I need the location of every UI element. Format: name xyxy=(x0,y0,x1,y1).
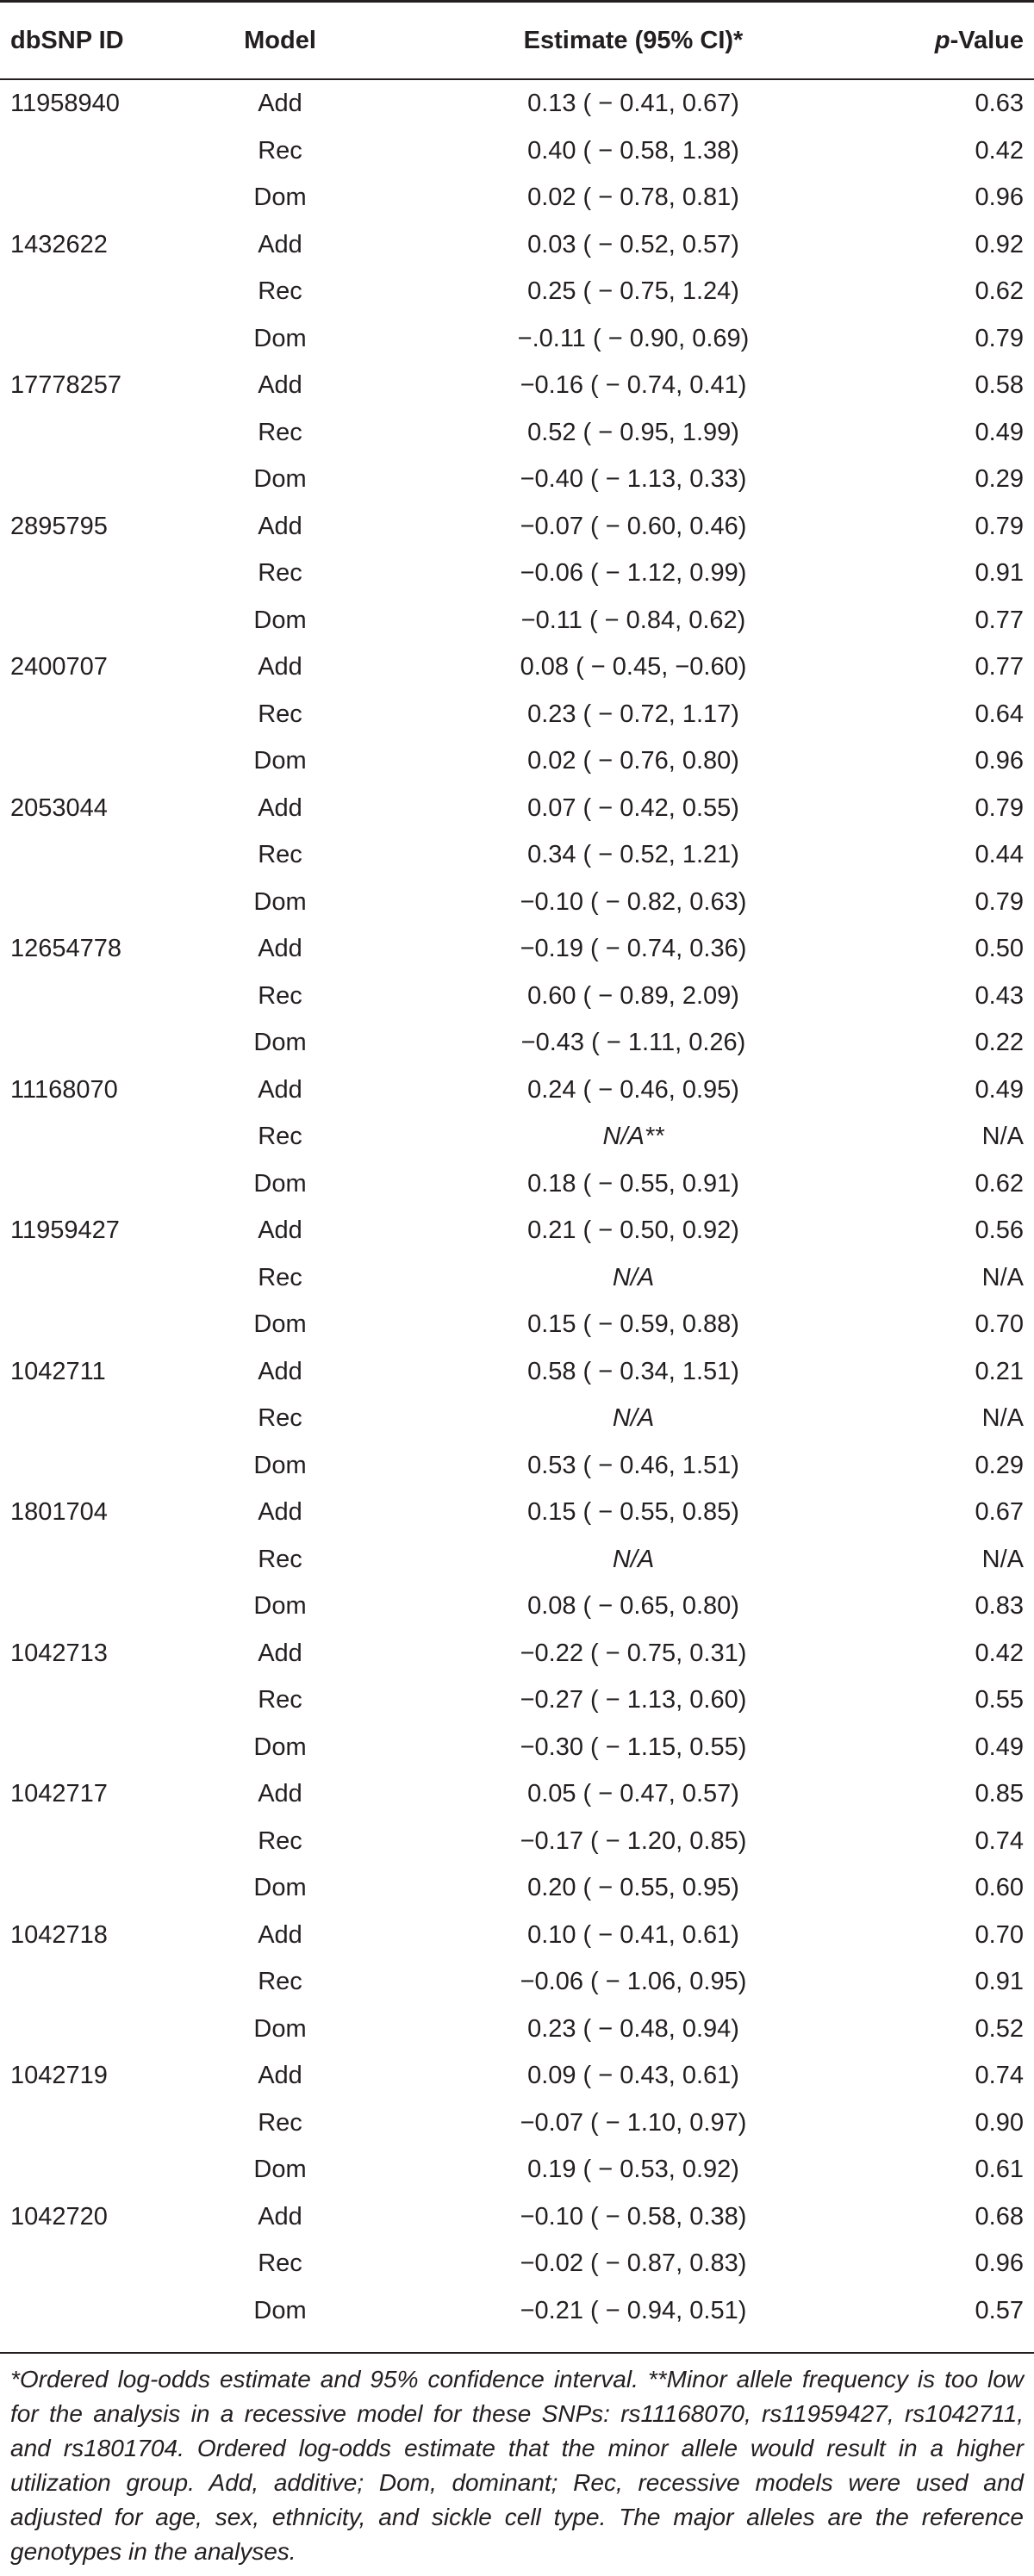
table-row xyxy=(0,174,1034,221)
cell-p-value: 0.60 xyxy=(975,1874,1024,1901)
cell-model: Rec xyxy=(258,1545,302,1573)
cell-estimate: −0.16 ( − 0.74, 0.41) xyxy=(520,371,747,399)
cell-p-value: 0.70 xyxy=(975,1920,1024,1949)
cell-estimate: N/A** xyxy=(602,1123,664,1150)
cell-dbsnp-id: 1042717 xyxy=(10,1780,108,1808)
cell-estimate: −0.27 ( − 1.13, 0.60) xyxy=(520,1686,747,1714)
table-row xyxy=(0,879,1034,926)
cell-estimate: −0.10 ( − 0.82, 0.63) xyxy=(520,887,747,916)
cell-model: Add xyxy=(258,1075,302,1104)
table-row xyxy=(0,550,1034,597)
cell-model: Rec xyxy=(258,559,302,587)
cell-p-value: N/A xyxy=(981,1404,1024,1432)
cell-model: Add xyxy=(258,1498,302,1526)
cell-p-value: 0.61 xyxy=(975,2156,1024,2183)
cell-p-value: 0.96 xyxy=(975,747,1024,775)
cell-model: Dom xyxy=(253,606,307,634)
table-row xyxy=(0,1395,1034,1442)
cell-estimate: 0.25 ( − 0.75, 1.24) xyxy=(527,277,739,305)
cell-p-value: 0.57 xyxy=(975,2296,1024,2324)
cell-estimate: 0.23 ( − 0.72, 1.17) xyxy=(527,700,739,728)
cell-model: Rec xyxy=(258,1686,302,1714)
cell-estimate: −0.17 ( − 1.20, 0.85) xyxy=(520,1826,747,1855)
cell-p-value: 0.96 xyxy=(975,2249,1024,2277)
table-row xyxy=(0,2052,1034,2100)
cell-estimate: −0.07 ( − 1.10, 0.97) xyxy=(520,2108,747,2137)
cell-estimate: −0.10 ( − 0.58, 0.38) xyxy=(520,2202,747,2231)
cell-model: Dom xyxy=(253,465,307,493)
cell-estimate: 0.21 ( − 0.50, 0.92) xyxy=(527,1216,739,1244)
cell-p-value: 0.50 xyxy=(975,935,1024,962)
cell-model: Add xyxy=(258,1920,302,1949)
cell-dbsnp-id: 11959427 xyxy=(10,1216,120,1244)
cell-p-value: 0.29 xyxy=(975,1451,1024,1479)
cell-model: Rec xyxy=(258,1123,302,1150)
cell-estimate: 0.02 ( − 0.78, 0.81) xyxy=(527,184,739,211)
cell-estimate: −0.21 ( − 0.94, 0.51) xyxy=(520,2296,747,2324)
table-body xyxy=(0,80,1034,2334)
cell-p-value: 0.91 xyxy=(975,1968,1024,1995)
table-row xyxy=(0,1254,1034,1302)
cell-estimate: 0.10 ( − 0.41, 0.61) xyxy=(527,1920,739,1949)
table-row xyxy=(0,2240,1034,2287)
cell-estimate: 0.09 ( − 0.43, 0.61) xyxy=(527,2062,739,2089)
cell-model: Dom xyxy=(253,747,307,775)
header-dbsnp-id: dbSNP ID xyxy=(10,27,124,54)
table-row xyxy=(0,2100,1034,2147)
cell-p-value: 0.70 xyxy=(975,1310,1024,1338)
cell-estimate: 0.20 ( − 0.55, 0.95) xyxy=(527,1874,739,1901)
cell-p-value: 0.21 xyxy=(975,1357,1024,1385)
cell-model: Rec xyxy=(258,1404,302,1432)
table-row xyxy=(0,1160,1034,1208)
cell-dbsnp-id: 1042718 xyxy=(10,1920,108,1949)
cell-p-value: 0.43 xyxy=(975,981,1024,1010)
cell-p-value: 0.79 xyxy=(975,793,1024,822)
cell-model: Add xyxy=(258,230,302,258)
header-model: Model xyxy=(244,27,316,54)
cell-estimate: 0.23 ( − 0.48, 0.94) xyxy=(527,2014,739,2043)
cell-p-value: 0.49 xyxy=(975,1733,1024,1761)
cell-p-value: 0.74 xyxy=(975,1826,1024,1855)
cell-p-value: 0.22 xyxy=(975,1029,1024,1056)
table-row xyxy=(0,2287,1034,2335)
cell-p-value: 0.68 xyxy=(975,2202,1024,2231)
header-p-rest: -Value xyxy=(950,27,1024,54)
cell-model: Rec xyxy=(258,136,302,165)
table-row xyxy=(0,1348,1034,1396)
cell-p-value: 0.91 xyxy=(975,559,1024,587)
cell-estimate: −0.19 ( − 0.74, 0.36) xyxy=(520,935,747,962)
cell-estimate: 0.15 ( − 0.59, 0.88) xyxy=(527,1310,739,1338)
cell-model: Add xyxy=(258,512,302,540)
cell-dbsnp-id: 1432622 xyxy=(10,230,108,258)
table-row xyxy=(0,1301,1034,1348)
cell-p-value: 0.77 xyxy=(975,606,1024,634)
table-row xyxy=(0,1724,1034,1771)
cell-model: Rec xyxy=(258,981,302,1010)
cell-model: Dom xyxy=(253,1592,307,1620)
cell-estimate: 0.40 ( − 0.58, 1.38) xyxy=(527,136,739,165)
cell-p-value: 0.44 xyxy=(975,841,1024,868)
cell-model: Add xyxy=(258,2062,302,2089)
header-p-italic: p xyxy=(934,27,950,54)
table-row xyxy=(0,1207,1034,1254)
cell-estimate: 0.19 ( − 0.53, 0.92) xyxy=(527,2156,739,2183)
cell-model: Rec xyxy=(258,1826,302,1855)
table-row xyxy=(0,503,1034,551)
table-row xyxy=(0,1583,1034,1630)
header-estimate: Estimate (95% CI)* xyxy=(523,27,744,54)
cell-model: Rec xyxy=(258,2108,302,2137)
cell-estimate: 0.58 ( − 0.34, 1.51) xyxy=(527,1357,739,1385)
cell-dbsnp-id: 1042713 xyxy=(10,1639,108,1667)
cell-estimate: N/A xyxy=(612,1263,655,1291)
cell-model: Rec xyxy=(258,277,302,305)
table-row xyxy=(0,2193,1034,2241)
cell-dbsnp-id: 12654778 xyxy=(10,935,122,962)
cell-estimate: 0.03 ( − 0.52, 0.57) xyxy=(527,230,739,258)
table-row xyxy=(0,456,1034,503)
cell-estimate: −0.07 ( − 0.60, 0.46) xyxy=(520,512,747,540)
cell-p-value: 0.55 xyxy=(975,1686,1024,1714)
table-row xyxy=(0,2146,1034,2193)
cell-dbsnp-id: 1042720 xyxy=(10,2202,108,2231)
table-row xyxy=(0,362,1034,409)
cell-estimate: 0.07 ( − 0.42, 0.55) xyxy=(527,793,739,822)
cell-estimate: 0.05 ( − 0.47, 0.57) xyxy=(527,1780,739,1808)
cell-model: Add xyxy=(258,371,302,399)
cell-model: Add xyxy=(258,90,302,117)
table-header-row xyxy=(0,3,1034,78)
cell-model: Add xyxy=(258,1357,302,1385)
cell-p-value: 0.83 xyxy=(975,1592,1024,1620)
cell-estimate: −0.11 ( − 0.84, 0.62) xyxy=(520,606,746,634)
cell-model: Rec xyxy=(258,700,302,728)
cell-p-value: 0.49 xyxy=(975,1075,1024,1104)
cell-dbsnp-id: 2895795 xyxy=(10,512,108,540)
cell-p-value: 0.42 xyxy=(975,1639,1024,1667)
cell-model: Dom xyxy=(253,1169,307,1198)
cell-estimate: 0.52 ( − 0.95, 1.99) xyxy=(527,418,739,446)
cell-p-value: N/A xyxy=(981,1263,1024,1291)
table-row xyxy=(0,2006,1034,2053)
cell-model: Add xyxy=(258,2202,302,2231)
cell-model: Dom xyxy=(253,1874,307,1901)
cell-model: Add xyxy=(258,793,302,822)
cell-model: Rec xyxy=(258,418,302,446)
table-row xyxy=(0,1912,1034,1959)
cell-p-value: 0.42 xyxy=(975,136,1024,165)
table-row xyxy=(0,1067,1034,1114)
cell-estimate: 0.15 ( − 0.55, 0.85) xyxy=(527,1498,739,1526)
cell-estimate: 0.53 ( − 0.46, 1.51) xyxy=(527,1451,739,1479)
table-row xyxy=(0,831,1034,879)
cell-p-value: 0.74 xyxy=(975,2062,1024,2089)
table-bottom-rule xyxy=(0,2352,1034,2354)
cell-model: Dom xyxy=(253,2296,307,2324)
cell-model: Dom xyxy=(253,1310,307,1338)
cell-model: Rec xyxy=(258,841,302,868)
cell-dbsnp-id: 17778257 xyxy=(10,371,122,399)
table-row xyxy=(0,737,1034,785)
cell-model: Add xyxy=(258,1780,302,1808)
table-row xyxy=(0,925,1034,973)
cell-estimate: 0.08 ( − 0.45, −0.60) xyxy=(520,653,747,681)
cell-dbsnp-id: 1042719 xyxy=(10,2062,108,2089)
table-row xyxy=(0,1019,1034,1067)
cell-p-value: 0.79 xyxy=(975,512,1024,540)
cell-p-value: N/A xyxy=(981,1123,1024,1150)
table-row xyxy=(0,1770,1034,1818)
cell-estimate: −0.40 ( − 1.13, 0.33) xyxy=(520,465,747,493)
cell-model: Dom xyxy=(253,184,307,211)
cell-model: Dom xyxy=(253,1029,307,1056)
table-row xyxy=(0,1442,1034,1490)
table-row xyxy=(0,1864,1034,1912)
cell-p-value: 0.90 xyxy=(975,2108,1024,2137)
header-p-value xyxy=(935,3,1024,78)
cell-p-value: 0.96 xyxy=(975,184,1024,211)
cell-p-value: 0.52 xyxy=(975,2014,1024,2043)
cell-p-value: 0.29 xyxy=(975,465,1024,493)
cell-dbsnp-id: 1801704 xyxy=(10,1498,108,1526)
cell-estimate: N/A xyxy=(612,1545,655,1573)
cell-p-value: 0.64 xyxy=(975,700,1024,728)
table-row xyxy=(0,644,1034,691)
table-row xyxy=(0,80,1034,128)
cell-estimate: −0.30 ( − 1.15, 0.55) xyxy=(520,1733,747,1761)
table-row xyxy=(0,268,1034,315)
cell-estimate: −0.06 ( − 1.06, 0.95) xyxy=(520,1968,747,1995)
cell-p-value: 0.79 xyxy=(975,324,1024,352)
table-row xyxy=(0,409,1034,457)
cell-estimate: 0.08 ( − 0.65, 0.80) xyxy=(527,1592,739,1620)
cell-model: Dom xyxy=(253,324,307,352)
cell-estimate: −0.22 ( − 0.75, 0.31) xyxy=(520,1639,747,1667)
cell-dbsnp-id: 1042711 xyxy=(10,1357,106,1385)
cell-model: Dom xyxy=(253,1451,307,1479)
table-row xyxy=(0,1818,1034,1865)
table-footnote: *Ordered log-odds estimate and 95% confidence interval. **Minor allele frequency is too low for the analysis in a recessive model for these SNPs: rs11168070, rs11959427, rs1042711, and rs1801704. Ordered log-odds estimate that the minor allele would result in a higher utilization group. Add, additive; Dom, dominant; Rec, recessive models were used and adjusted for age, sex, ethnicity, and sickle cell type. The major alleles are the reference genotypes in the analyses. xyxy=(10,2366,1024,2565)
table-row xyxy=(0,128,1034,175)
cell-p-value: 0.49 xyxy=(975,418,1024,446)
cell-p-value: 0.85 xyxy=(975,1780,1024,1808)
cell-p-value: 0.67 xyxy=(975,1498,1024,1526)
cell-model: Dom xyxy=(253,2014,307,2043)
cell-model: Dom xyxy=(253,2156,307,2183)
table-row xyxy=(0,1630,1034,1677)
cell-estimate: 0.24 ( − 0.46, 0.95) xyxy=(527,1075,739,1104)
table-row xyxy=(0,597,1034,644)
cell-model: Rec xyxy=(258,1968,302,1995)
cell-dbsnp-id: 11958940 xyxy=(10,90,120,117)
cell-model: Dom xyxy=(253,887,307,916)
table-row xyxy=(0,315,1034,363)
cell-estimate: −0.43 ( − 1.11, 0.26) xyxy=(520,1029,746,1056)
table-row xyxy=(0,785,1034,832)
cell-model: Add xyxy=(258,1216,302,1244)
cell-model: Add xyxy=(258,935,302,962)
table-row xyxy=(0,1536,1034,1584)
cell-dbsnp-id: 2053044 xyxy=(10,793,108,822)
cell-p-value: 0.62 xyxy=(975,277,1024,305)
cell-estimate: N/A xyxy=(612,1404,655,1432)
cell-p-value: N/A xyxy=(981,1545,1024,1573)
cell-dbsnp-id: 11168070 xyxy=(10,1075,118,1104)
cell-estimate: −.0.11 ( − 0.90, 0.69) xyxy=(517,324,750,352)
table-row xyxy=(0,221,1034,269)
cell-p-value: 0.63 xyxy=(975,90,1024,117)
cell-estimate: −0.06 ( − 1.12, 0.99) xyxy=(520,559,747,587)
cell-model: Rec xyxy=(258,2249,302,2277)
cell-estimate: 0.60 ( − 0.89, 2.09) xyxy=(527,981,739,1010)
cell-estimate: 0.02 ( − 0.76, 0.80) xyxy=(527,747,739,775)
cell-estimate: 0.34 ( − 0.52, 1.21) xyxy=(527,841,739,868)
cell-model: Add xyxy=(258,1639,302,1667)
cell-p-value: 0.56 xyxy=(975,1216,1024,1244)
cell-p-value: 0.77 xyxy=(975,653,1024,681)
cell-dbsnp-id: 2400707 xyxy=(10,653,108,681)
table-row xyxy=(0,973,1034,1020)
cell-estimate: −0.02 ( − 0.87, 0.83) xyxy=(520,2249,747,2277)
cell-model: Dom xyxy=(253,1733,307,1761)
cell-p-value: 0.62 xyxy=(975,1169,1024,1198)
cell-p-value: 0.79 xyxy=(975,887,1024,916)
table-row xyxy=(0,1958,1034,2006)
cell-p-value: 0.92 xyxy=(975,230,1024,258)
cell-model: Add xyxy=(258,653,302,681)
cell-estimate: 0.18 ( − 0.55, 0.91) xyxy=(527,1169,739,1198)
cell-estimate: 0.13 ( − 0.41, 0.67) xyxy=(527,90,739,117)
table-row xyxy=(0,1677,1034,1724)
cell-model: Rec xyxy=(258,1263,302,1291)
table-row xyxy=(0,1113,1034,1160)
cell-p-value: 0.58 xyxy=(975,371,1024,399)
table-row xyxy=(0,1489,1034,1536)
table-row xyxy=(0,691,1034,738)
